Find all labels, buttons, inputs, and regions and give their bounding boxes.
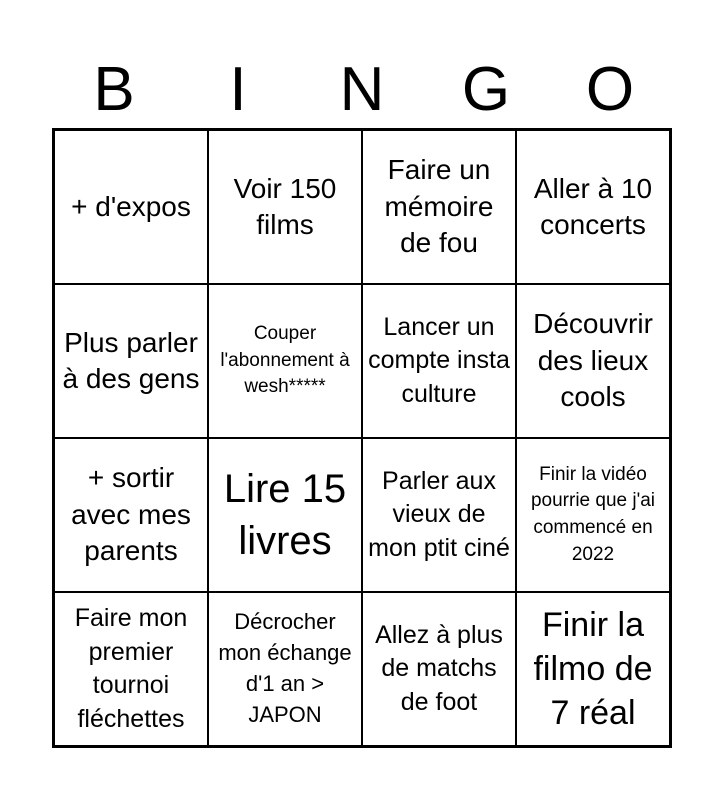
- cell-text: Couper l'abonnement à wesh*****: [220, 323, 350, 398]
- title-letter-i: I: [229, 55, 247, 124]
- cell-text: Finir la filmo de 7 réal: [533, 605, 653, 733]
- bingo-cell-4-4[interactable]: [516, 592, 670, 746]
- bingo-cell-1-3[interactable]: [362, 130, 516, 284]
- bingo-cell-4-3[interactable]: [362, 592, 516, 746]
- title-letter-g: G: [461, 55, 511, 124]
- title-letter-o: O: [585, 55, 635, 124]
- cell-text: Faire un mémoire de fou: [384, 154, 494, 259]
- bingo-cell-4-1[interactable]: [54, 592, 208, 746]
- bingo-cell-3-2[interactable]: [208, 438, 362, 592]
- cell-text: Plus parler à des gens: [62, 326, 200, 394]
- cell-text: Voir 150 films: [233, 172, 337, 240]
- cell-text: Aller à 10 concerts: [533, 172, 653, 240]
- bingo-grid: [52, 128, 672, 748]
- cell-text: + d'expos: [71, 190, 191, 222]
- bingo-cell-2-4[interactable]: [516, 284, 670, 438]
- cell-text: Décrocher mon échange d'1 an > JAPON: [218, 609, 352, 727]
- bingo-cell-1-2[interactable]: [208, 130, 362, 284]
- bingo-cell-2-2[interactable]: [208, 284, 362, 438]
- bingo-cell-2-3[interactable]: [362, 284, 516, 438]
- bingo-title: [52, 52, 672, 128]
- cell-text: Lire 15 livres: [223, 467, 347, 563]
- bingo-cell-3-3[interactable]: [362, 438, 516, 592]
- title-letter-b: B: [93, 55, 135, 124]
- title-letter-n: N: [339, 55, 385, 124]
- cell-text: Parler aux vieux de mon ptit ciné: [368, 466, 510, 562]
- bingo-cell-2-1[interactable]: [54, 284, 208, 438]
- cell-text: Allez à plus de matchs de foot: [375, 620, 503, 716]
- bingo-cell-4-2[interactable]: [208, 592, 362, 746]
- bingo-cell-1-1[interactable]: [54, 130, 208, 284]
- cell-text: + sortir avec mes parents: [71, 462, 191, 567]
- cell-text: Découvrir des lieux cools: [533, 308, 653, 413]
- cell-text: Finir la vidéo pourrie que j'ai commencé en 2022: [530, 463, 656, 565]
- cell-text: Lancer un compte insta culture: [368, 312, 510, 408]
- cell-text: Faire mon premier tournoi fléchettes: [74, 604, 188, 733]
- bingo-cell-1-4[interactable]: [516, 130, 670, 284]
- bingo-cell-3-4[interactable]: [516, 438, 670, 592]
- bingo-cell-3-1[interactable]: [54, 438, 208, 592]
